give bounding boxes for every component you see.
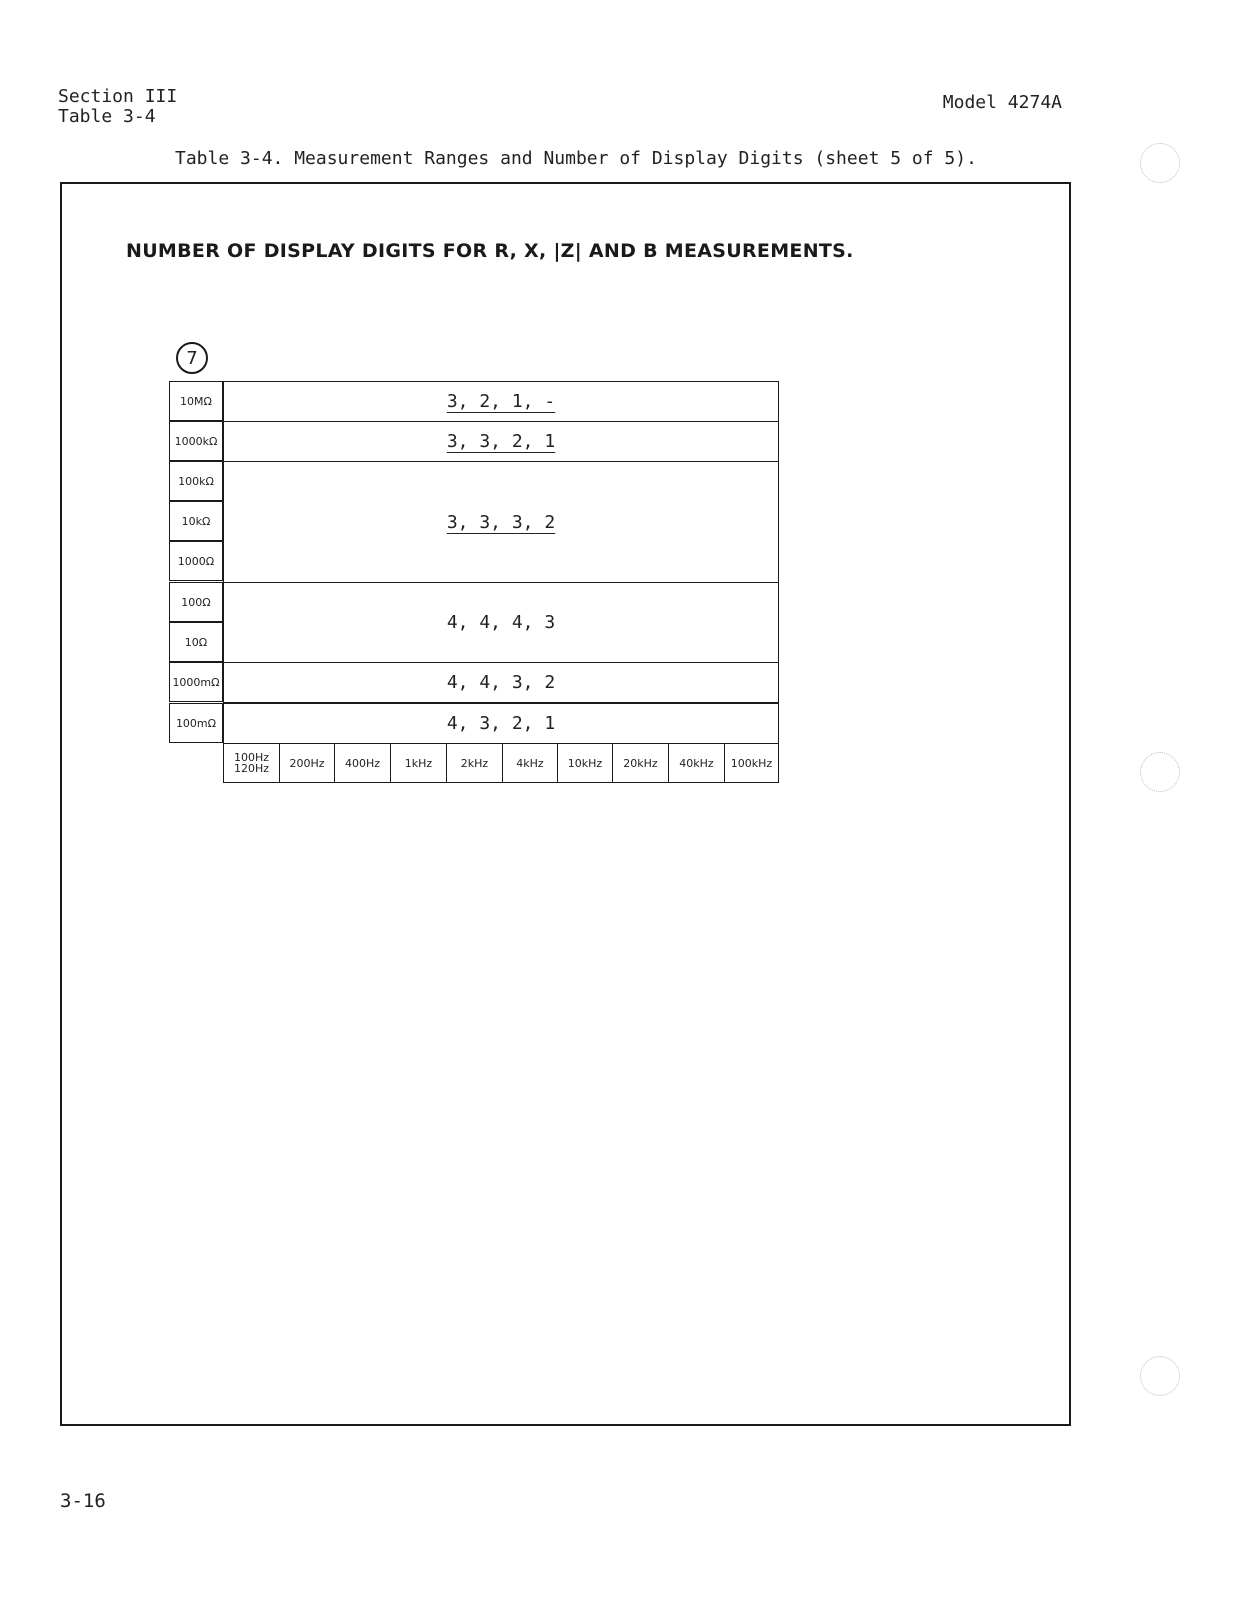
table-caption: Table 3-4. Measurement Ranges and Number of Display Digits (sheet 5 of 5). (175, 148, 977, 169)
digits-value: 4, 3, 2, 1 (446, 713, 556, 734)
digits-value: 3, 3, 3, 2 (446, 511, 556, 533)
freq-cell-20khz: 20kHz (612, 743, 669, 783)
freq-cell-1khz: 1kHz (390, 743, 447, 783)
freq-cell-2khz: 2kHz (446, 743, 503, 783)
freq-cell-100khz: 100kHz (724, 743, 779, 783)
range-cell-100k: 100kΩ (169, 461, 223, 501)
range-cell-10: 10Ω (169, 622, 223, 662)
freq-cell-100-120hz: 100Hz 120Hz (223, 743, 280, 783)
range-cell-10M: 10MΩ (169, 381, 223, 421)
digits-value: 4, 4, 3, 2 (446, 672, 556, 693)
digits-value: 4, 4, 4, 3 (446, 612, 556, 633)
model-label: Model 4274A (942, 92, 1062, 113)
digits-cell-100k-to-1000 (223, 461, 779, 583)
freq-cell-200hz: 200Hz (279, 743, 335, 783)
binder-hole-top (1140, 143, 1180, 183)
digits-value: 3, 2, 1, - (446, 391, 556, 412)
freq-cell-40khz: 40kHz (668, 743, 725, 783)
digits-cell-100m (223, 703, 779, 744)
range-cell-1000m: 1000mΩ (169, 662, 223, 702)
freq-cell-4khz: 4kHz (502, 743, 558, 783)
freq-cell-10khz: 10kHz (557, 743, 613, 783)
table-reference: Table 3-4 (58, 106, 156, 127)
table-frame (60, 182, 1071, 1426)
circled-number-marker: 7 (176, 342, 208, 374)
table-heading: NUMBER OF DISPLAY DIGITS FOR R, X, |Z| AND B MEASUREMENTS. (126, 240, 854, 262)
section-label: Section III (58, 86, 178, 107)
freq-cell-400hz: 400Hz (334, 743, 391, 783)
range-cell-10k: 10kΩ (169, 501, 223, 541)
digits-cell-100-to-10 (223, 582, 779, 663)
page-number: 3-16 (60, 1490, 106, 1512)
range-cell-100m: 100mΩ (169, 703, 223, 743)
range-cell-1000k: 1000kΩ (169, 421, 223, 461)
digits-cell-10M (223, 381, 779, 422)
range-cell-100: 100Ω (169, 582, 223, 622)
digits-cell-1000m (223, 662, 779, 703)
digits-value: 3, 3, 2, 1 (446, 431, 556, 452)
binder-hole-bottom (1140, 1356, 1180, 1396)
binder-hole-middle (1140, 752, 1180, 792)
digits-cell-1000k (223, 421, 779, 462)
range-cell-1000: 1000Ω (169, 541, 223, 581)
